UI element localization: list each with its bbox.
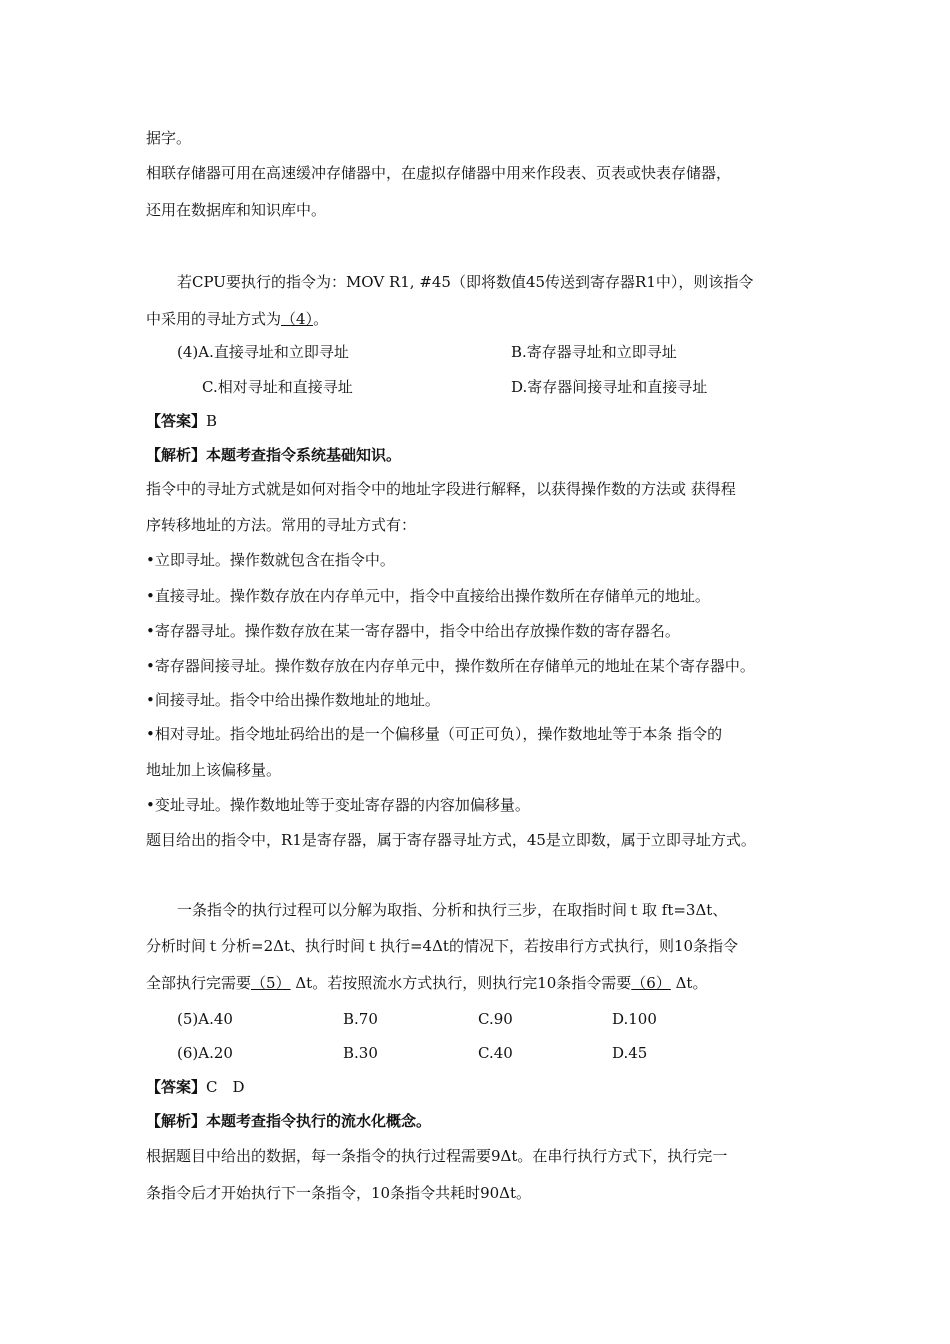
- analysis-5-6-heading: 【解析】本题考查指令执行的流水化概念。: [146, 1112, 432, 1130]
- question-4-text: [146, 309, 328, 329]
- option-6c: C.40: [478, 1044, 513, 1062]
- question-5-6-text: [146, 973, 707, 993]
- text-line: 地址加上该偏移量。: [146, 761, 282, 779]
- text-line: 据字。: [146, 129, 192, 147]
- option-4c: C.相对寻址和直接寻址: [202, 378, 353, 396]
- analysis-4-heading: 【解析】本题考查指令系统基础知识。: [146, 446, 402, 464]
- question-5-6-text: 分析时间ｔ分析=2Δt、执行时间ｔ执行=4Δt的情况下，若按串行方式执行，则10条指令: [146, 937, 739, 955]
- text-line: 根据题目中给出的数据，每一条指令的执行过程需要9Δt。在串行执行方式下，执行完一: [146, 1147, 728, 1165]
- text-line: •寄存器寻址。操作数存放在某一寄存器中，指令中给出存放操作数的寄存器名。: [146, 622, 680, 640]
- text-line: 相联存储器可用在高速缓冲存储器中，在虚拟存储器中用来作段表、页表或快表存储器，: [146, 164, 732, 182]
- question-text: Δt。若按照流水方式执行，则执行完10条指令需要: [290, 974, 632, 992]
- question-4-text: 若CPU要执行的指令为：MOV R1, #45（即将数值45传送到寄存器R1中），则该指令: [177, 273, 754, 291]
- text-line: 还用在数据库和知识库中。: [146, 201, 327, 219]
- question-text: 全部执行完需要: [146, 974, 252, 992]
- text-line: 条指令后才开始执行下一条指令，10条指令共耗时90Δt。: [146, 1184, 532, 1202]
- option-6a: (6)A.20: [177, 1044, 233, 1062]
- option-5d: D.100: [612, 1010, 657, 1028]
- answer-value: C D: [206, 1078, 245, 1096]
- option-5a: (5)A.40: [177, 1010, 233, 1028]
- option-6b: B.30: [343, 1044, 378, 1062]
- answer-label: 【答案】: [146, 412, 207, 430]
- option-4b: B.寄存器寻址和立即寻址: [511, 343, 677, 361]
- answer-4: [146, 411, 217, 431]
- answer-label: 【答案】: [146, 1078, 207, 1096]
- question-5-6-text: 一条指令的执行过程可以分解为取指、分析和执行三步，在取指时间ｔ取 ft=3Δt、: [177, 901, 728, 919]
- text-line: •直接寻址。操作数存放在内存单元中，指令中直接给出操作数所在存储单元的地址。: [146, 587, 710, 605]
- option-4d: D.寄存器间接寻址和直接寻址: [511, 378, 708, 396]
- option-5b: B.70: [343, 1010, 378, 1028]
- answer-value: B: [206, 412, 218, 430]
- option-5c: C.90: [478, 1010, 513, 1028]
- text-line: •寄存器间接寻址。操作数存放在内存单元中，操作数所在存储单元的地址在某个寄存器中。: [146, 657, 755, 675]
- text-line: 指令中的寻址方式就是如何对指令中的地址字段进行解释，以获得操作数的方法或 获得程: [146, 480, 736, 498]
- blank-4: （4）: [281, 310, 314, 328]
- text-line: •间接寻址。指令中给出操作数地址的地址。: [146, 691, 440, 709]
- answer-5-6: [146, 1077, 245, 1097]
- blank-5: （5）: [251, 974, 291, 992]
- question-text: 。: [313, 310, 329, 328]
- question-text: Δt。: [670, 974, 708, 992]
- text-line: 序转移地址的方法。常用的寻址方式有：: [146, 516, 417, 534]
- blank-6: （6）: [631, 974, 671, 992]
- text-line: •立即寻址。操作数就包含在指令中。: [146, 551, 395, 569]
- text-line: •相对寻址。指令地址码给出的是一个偏移量（可正可负），操作数地址等于本条 指令的: [146, 725, 723, 743]
- text-line: •变址寻址。操作数地址等于变址寄存器的内容加偏移量。: [146, 796, 530, 814]
- text-line: 题目给出的指令中，R1是寄存器，属于寄存器寻址方式，45是立即数，属于立即寻址方式。: [146, 831, 756, 849]
- option-6d: D.45: [612, 1044, 648, 1062]
- option-4a: (4)A.直接寻址和立即寻址: [177, 343, 349, 361]
- question-text: 中采用的寻址方式为: [146, 310, 282, 328]
